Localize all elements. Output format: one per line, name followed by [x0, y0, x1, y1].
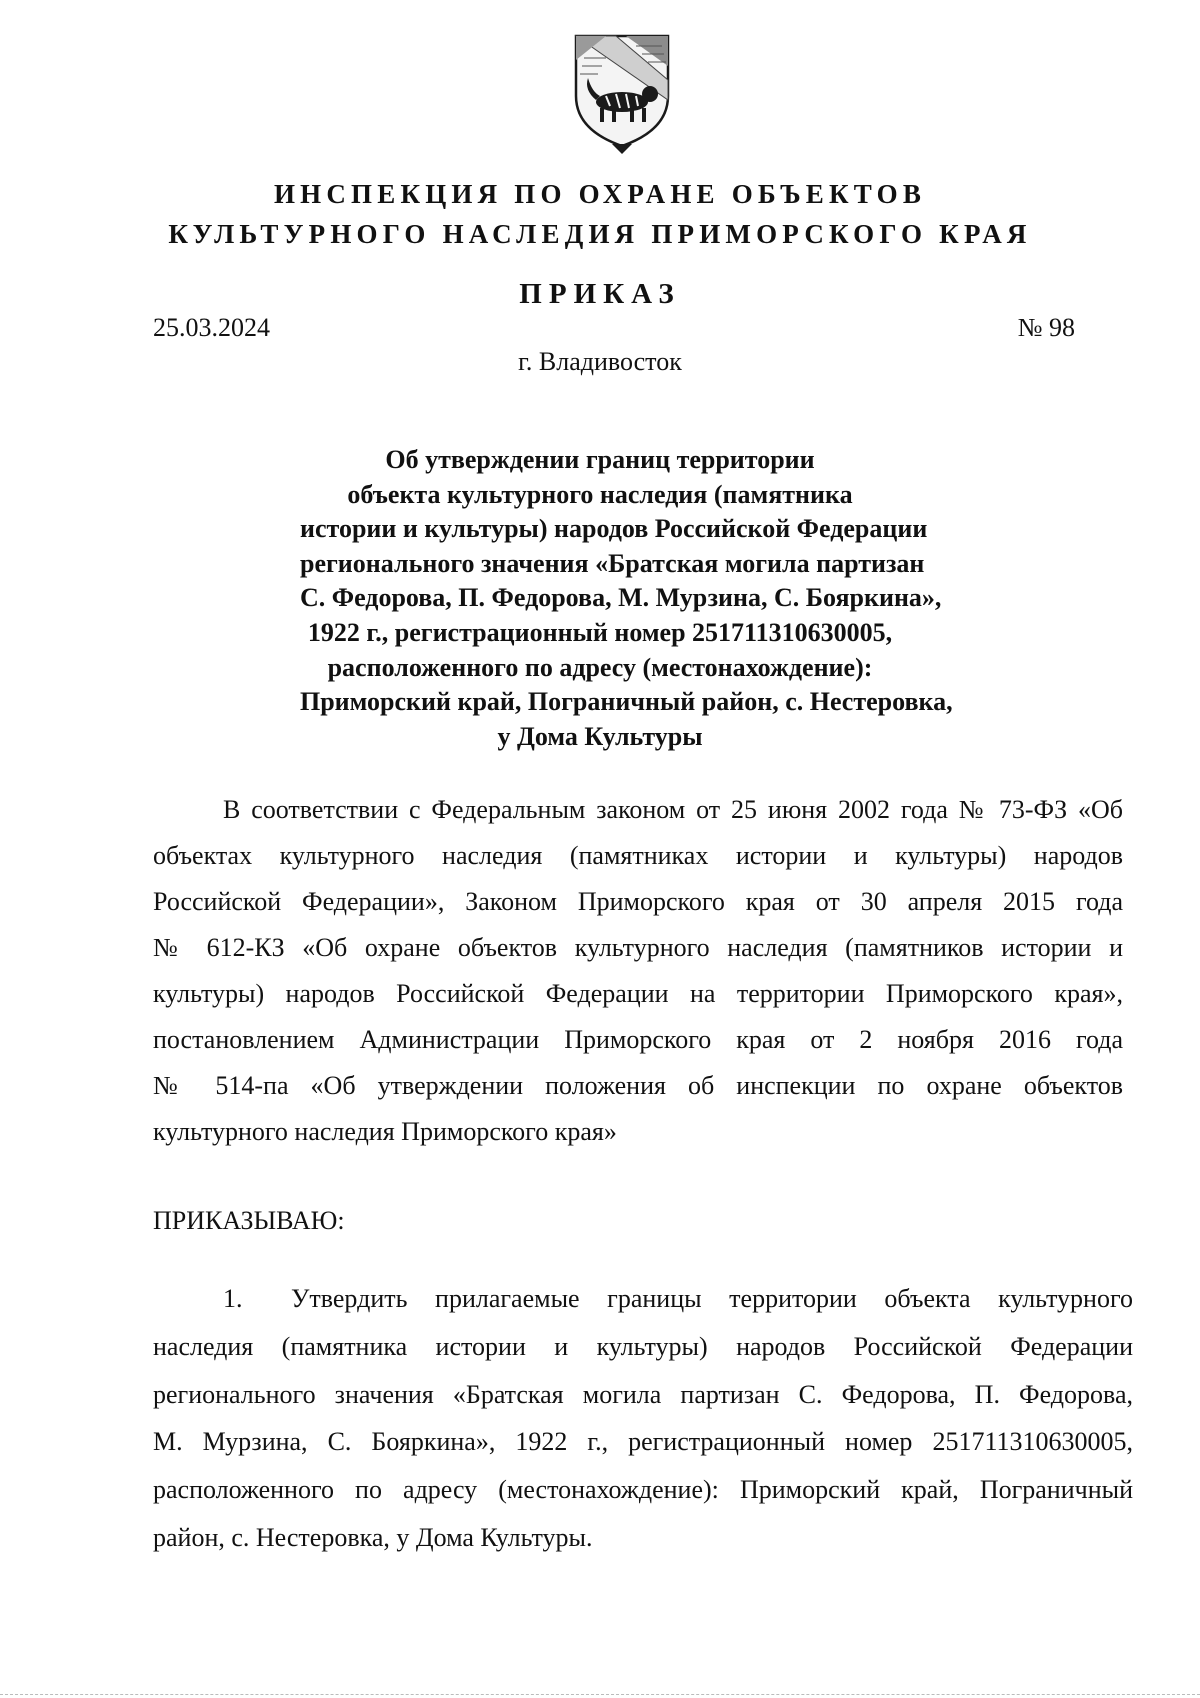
- item-line: [153, 1275, 1133, 1323]
- page-edge-divider: [0, 1694, 1200, 1696]
- basis-line: В соответствии с Федеральным законом от 25 июня 2002 года № 73-ФЗ «Об: [223, 795, 1123, 824]
- basis-line: № 612-КЗ «Об охране объектов культурного наследия (памятников истории и: [153, 933, 1123, 962]
- order-date: 25.03.2024: [153, 313, 270, 342]
- subject-line: Приморский край, Пограничный район, с. Нестеровка,: [300, 687, 953, 717]
- organization-name-line-2: КУЛЬТУРНОГО НАСЛЕДИЯ ПРИМОРСКОГО КРАЯ: [168, 219, 1032, 249]
- basis-line: культурного наследия Приморского края»: [153, 1117, 617, 1146]
- basis-line: № 514-па «Об утверждении положения об инспекции по охране объектов: [153, 1071, 1123, 1100]
- subject-line: истории и культуры) народов Российской Федерации: [300, 514, 928, 544]
- document-type-title: ПРИКАЗ: [519, 278, 681, 310]
- item-line: М. Мурзина, С. Бояркина», 1922 г., регистрационный номер 251711310630005,: [153, 1427, 1133, 1457]
- order-number: № 98: [1017, 313, 1075, 342]
- item-line: регионального значения «Братская могила партизан С. Федорова, П. Федорова,: [153, 1379, 1133, 1409]
- item-number: 1.: [223, 1284, 243, 1313]
- basis-line: Российской Федерации», Законом Приморского края от 30 апреля 2015 года: [153, 887, 1123, 916]
- item-line-text: Утвердить прилагаемые границы территории объекта культурного: [291, 1284, 1133, 1313]
- order-city: г. Владивосток: [518, 347, 682, 376]
- subject-line: 1922 г., регистрационный номер 251711310630005,: [307, 617, 893, 647]
- subject-line: у Дома Культуры: [497, 721, 703, 751]
- item-line: расположенного по адресу (местонахождение): Приморский край, Пограничный: [153, 1475, 1133, 1505]
- item-line: наследия (памятника истории и культуры) народов Российской Федерации: [153, 1331, 1133, 1361]
- basis-line: объектах культурного наследия (памятниках истории и культуры) народов: [153, 841, 1123, 870]
- coat-of-arms-icon: [566, 30, 678, 154]
- basis-line: культуры) народов Российской Федерации на территории Приморского края»,: [153, 979, 1123, 1008]
- subject-line: расположенного по адресу (местонахождение):: [327, 652, 873, 682]
- order-item-1: [153, 1275, 1133, 1562]
- legal-basis-paragraph: [153, 787, 1123, 1155]
- subject-line: объекта культурного наследия (памятника: [347, 479, 853, 509]
- subject-line: Об утверждении границ территории: [385, 445, 815, 474]
- basis-line: постановлением Администрации Приморского края от 2 ноября 2016 года: [153, 1025, 1123, 1054]
- subject-line: С. Федорова, П. Федорова, М. Мурзина, С. Бояркина»,: [300, 583, 942, 613]
- decree-word: ПРИКАЗЫВАЮ:: [153, 1206, 345, 1235]
- order-subject: [300, 443, 953, 754]
- item-line: район, с. Нестеровка, у Дома Культуры.: [153, 1522, 593, 1552]
- subject-line: регионального значения «Братская могила партизан: [300, 548, 925, 578]
- organization-name-line-1: ИНСПЕКЦИЯ ПО ОХРАНЕ ОБЪЕКТОВ: [273, 179, 927, 209]
